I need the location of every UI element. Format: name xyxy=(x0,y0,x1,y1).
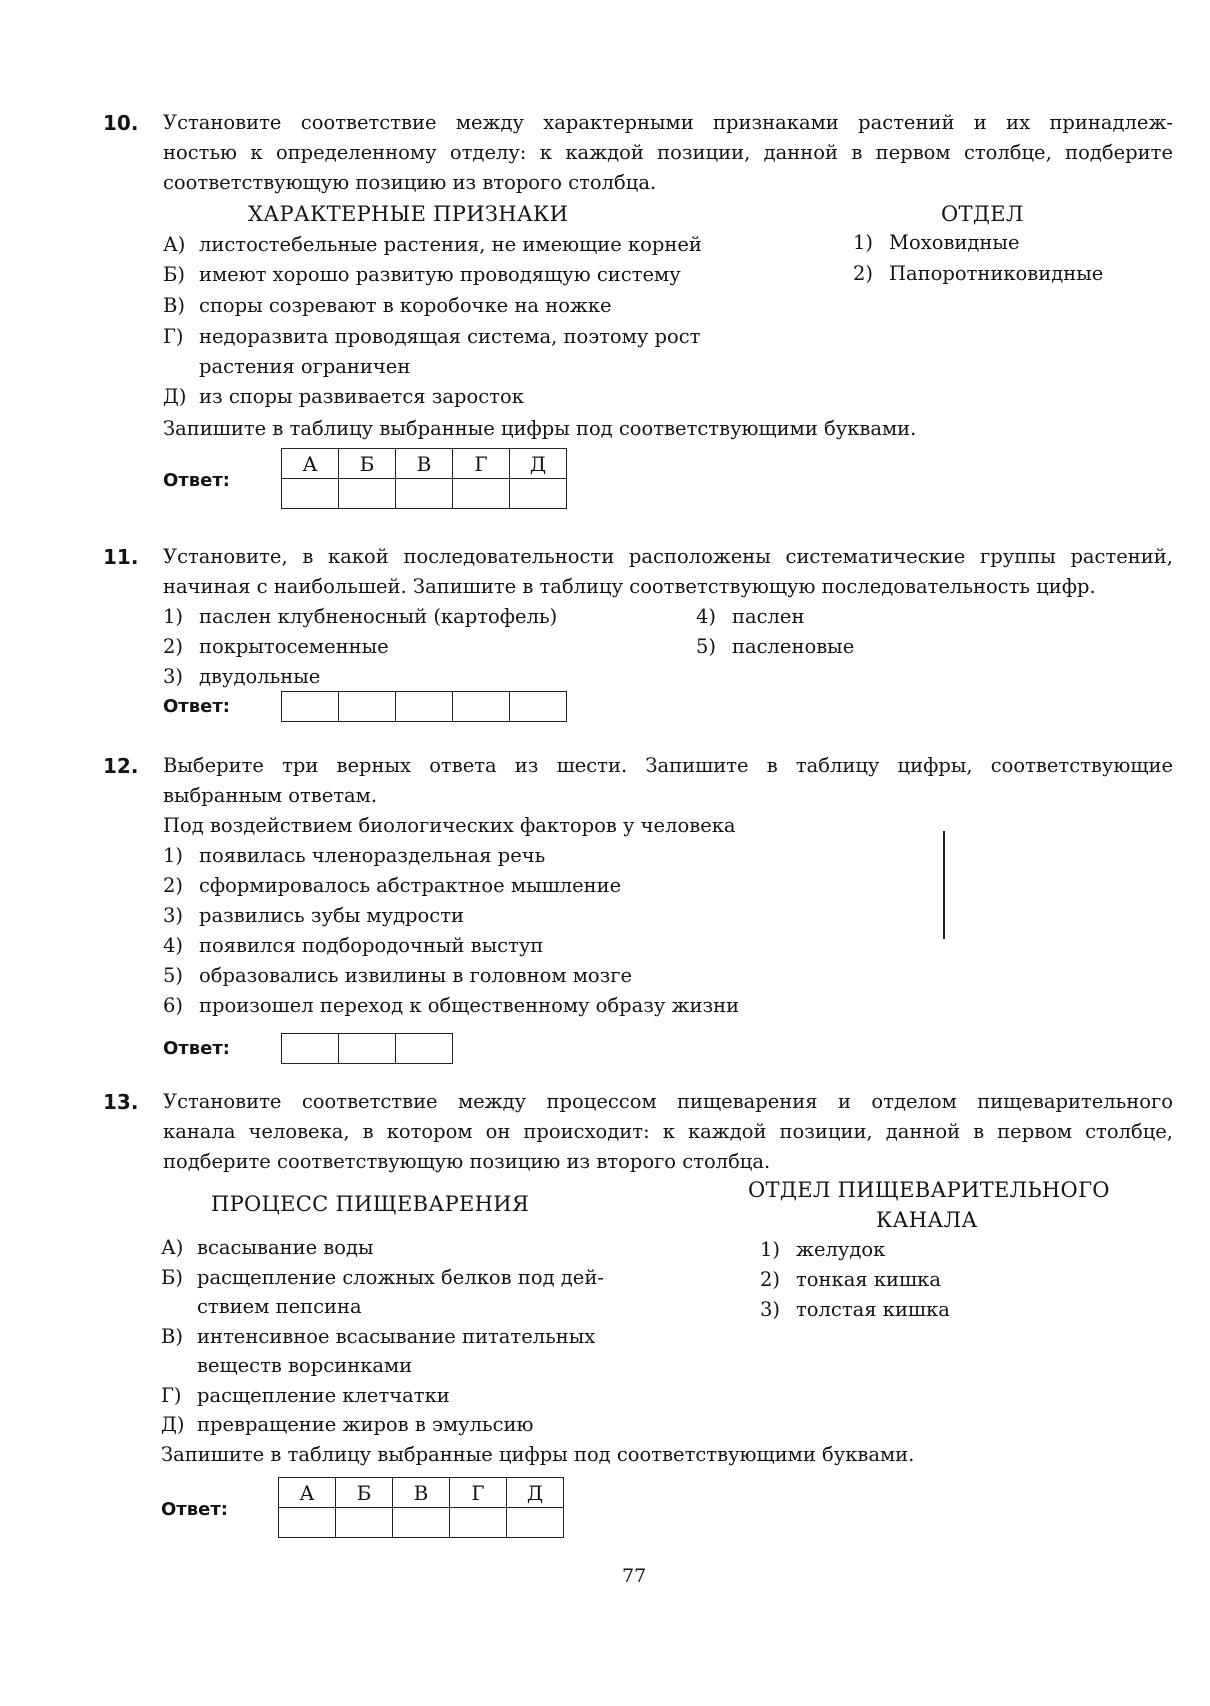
answer-cell[interactable] xyxy=(507,1508,564,1538)
option-item xyxy=(163,230,702,260)
option-text: Папоротниковидные xyxy=(889,262,1104,285)
option-text: появилась членораздельная речь xyxy=(199,844,546,867)
answer-cell[interactable] xyxy=(339,479,396,509)
option-label: Д) xyxy=(163,385,187,408)
option-item xyxy=(163,291,612,321)
option-text: двудольные xyxy=(199,665,321,688)
option-text: недоразвита проводящая система, поэтому рост xyxy=(199,325,701,348)
answer-cell[interactable] xyxy=(453,692,510,722)
option-label: 2) xyxy=(853,262,874,285)
option-item xyxy=(163,322,700,352)
answer-cell[interactable] xyxy=(396,1034,453,1064)
option-item xyxy=(163,260,681,290)
option-text: превращение жиров в эмульсию xyxy=(197,1413,534,1436)
option-label: 1) xyxy=(163,605,184,628)
option-text: образовались извилины в головном мозге xyxy=(199,964,633,987)
answer-cell[interactable] xyxy=(396,692,453,722)
option-item xyxy=(161,1410,533,1440)
option-label: 4) xyxy=(163,934,184,957)
page-number: 77 xyxy=(622,1565,647,1587)
answer-cell[interactable] xyxy=(282,692,339,722)
answer-cell[interactable] xyxy=(510,479,567,509)
option-item xyxy=(760,1235,885,1265)
intro-line: Выберите три верных ответа из шести. Запишите в таблицу цифры, соответствующие xyxy=(163,754,1173,777)
option-item xyxy=(853,228,1019,258)
option-label: 1) xyxy=(760,1238,781,1261)
answer-cell[interactable] xyxy=(393,1508,450,1538)
option-text: расщепление сложных белков под дей- xyxy=(197,1266,604,1289)
option-item xyxy=(853,259,1103,289)
option-item xyxy=(161,1233,374,1263)
answer-label: Ответ: xyxy=(163,470,230,491)
answer-cell[interactable] xyxy=(396,479,453,509)
answer-cell[interactable] xyxy=(453,479,510,509)
option-text: имеют хорошо развитую проводящую систему xyxy=(199,263,681,286)
answer-cell[interactable] xyxy=(450,1508,507,1538)
answer-table xyxy=(278,1477,564,1538)
option-text: развились зубы мудрости xyxy=(199,904,464,927)
option-text: покрытосеменные xyxy=(199,635,389,658)
option-text: расщепление клетчатки xyxy=(197,1384,450,1407)
option-item xyxy=(760,1295,950,1325)
option-item xyxy=(163,901,464,931)
intro-line: Установите соответствие между процессом пищеварения и отделом пищеварительного xyxy=(163,1090,1173,1113)
table-header-cell: В xyxy=(393,1478,450,1508)
intro-line: начиная с наибольшей. Запишите в таблицу соответствующую последовательность цифр. xyxy=(163,575,1096,598)
option-text: Моховидные xyxy=(889,231,1020,254)
question-body xyxy=(163,1087,1173,1177)
option-item xyxy=(163,841,545,871)
option-text: паслен xyxy=(732,605,805,628)
option-text: тонкая кишка xyxy=(796,1268,941,1291)
option-item xyxy=(163,931,543,961)
option-item xyxy=(163,602,557,632)
intro-line: канала человека, в котором он происходит: к каждой позиции, данной в первом столбце, xyxy=(163,1120,1173,1143)
option-item xyxy=(163,991,739,1021)
option-label: 3) xyxy=(163,665,184,688)
option-label: 5) xyxy=(163,964,184,987)
intro-line: ностью к определенному отделу: к каждой позиции, данной в первом столбце, подберите xyxy=(163,141,1173,164)
option-text: интенсивное всасывание питательных xyxy=(197,1325,596,1348)
option-label: Д) xyxy=(161,1413,185,1436)
option-text: произошел переход к общественному образу жизни xyxy=(199,994,740,1017)
option-item xyxy=(161,1292,362,1322)
option-item xyxy=(161,1351,412,1381)
intro-line: выбранным ответам. xyxy=(163,784,378,807)
answer-label: Ответ: xyxy=(163,696,230,717)
answer-cell[interactable] xyxy=(282,1034,339,1064)
answer-label: Ответ: xyxy=(161,1499,228,1520)
right-column-header: ОТДЕЛ xyxy=(941,202,1024,226)
option-label: А) xyxy=(161,1236,184,1259)
question-body xyxy=(163,751,1173,841)
question-body xyxy=(163,542,1173,602)
intro-line: соответствующую позицию из второго столбца. xyxy=(163,171,657,194)
right-column-header: КАНАЛА xyxy=(876,1208,978,1232)
question-number: 11. xyxy=(103,545,139,569)
table-header-cell: Г xyxy=(450,1478,507,1508)
option-item xyxy=(163,662,320,692)
table-header-cell: Б xyxy=(336,1478,393,1508)
option-item xyxy=(161,1263,604,1293)
option-label: 1) xyxy=(163,844,184,867)
option-label: 4) xyxy=(696,605,717,628)
table-header-cell: В xyxy=(396,449,453,479)
answer-table xyxy=(281,691,567,722)
table-header-cell: А xyxy=(282,449,339,479)
question-number: 10. xyxy=(103,111,139,135)
answer-cell[interactable] xyxy=(339,692,396,722)
answer-cell[interactable] xyxy=(510,692,567,722)
option-label: Б) xyxy=(163,263,185,286)
option-label: В) xyxy=(161,1325,183,1348)
option-text: веществ ворсинками xyxy=(197,1354,413,1377)
option-item xyxy=(163,382,524,412)
table-header-cell: Д xyxy=(507,1478,564,1508)
option-text: из споры развивается заросток xyxy=(199,385,524,408)
option-item xyxy=(696,632,854,662)
intro-line: подберите соответствующую позицию из второго столбца. xyxy=(163,1150,771,1173)
option-text: появился подбородочный выступ xyxy=(199,934,544,957)
question-number: 13. xyxy=(103,1090,139,1114)
option-text: всасывание воды xyxy=(197,1236,374,1259)
intro-line: Установите, в какой последовательности расположены систематические группы растений, xyxy=(163,545,1173,568)
option-label: 5) xyxy=(696,635,717,658)
option-label: 2) xyxy=(760,1268,781,1291)
answer-table xyxy=(281,448,567,509)
answer-cell[interactable] xyxy=(339,1034,396,1064)
option-label: А) xyxy=(163,233,186,256)
option-item xyxy=(161,1322,595,1352)
left-column-header: ПРОЦЕСС ПИЩЕВАРЕНИЯ xyxy=(211,1192,530,1216)
option-label: 6) xyxy=(163,994,184,1017)
option-item xyxy=(163,632,389,662)
option-text: ствием пепсина xyxy=(197,1295,362,1318)
option-text: толстая кишка xyxy=(796,1298,950,1321)
option-label: Г) xyxy=(163,325,184,348)
answer-table xyxy=(281,1033,453,1064)
question-stem: Под воздействием биологических факторов у человека xyxy=(163,814,736,837)
option-item xyxy=(696,602,804,632)
option-label: 3) xyxy=(760,1298,781,1321)
margin-mark xyxy=(943,831,945,939)
option-text: споры созревают в коробочке на ножке xyxy=(199,294,612,317)
option-text: пасленовые xyxy=(732,635,855,658)
instruction: Запишите в таблицу выбранные цифры под соответствующими буквами. xyxy=(161,1443,915,1466)
answer-cell[interactable] xyxy=(279,1508,336,1538)
option-label: 3) xyxy=(163,904,184,927)
option-text: паслен клубненосный (картофель) xyxy=(199,605,558,628)
option-item xyxy=(760,1265,941,1295)
option-item xyxy=(163,961,632,991)
option-text: листостебельные растения, не имеющие корней xyxy=(199,233,702,256)
option-item xyxy=(163,871,621,901)
question-number: 12. xyxy=(103,754,139,778)
option-item xyxy=(163,352,410,382)
option-label: В) xyxy=(163,294,185,317)
option-label: Б) xyxy=(161,1266,183,1289)
table-header-cell: А xyxy=(279,1478,336,1508)
option-text: желудок xyxy=(796,1238,886,1261)
left-column-header: ХАРАКТЕРНЫЕ ПРИЗНАКИ xyxy=(248,202,569,226)
instruction: Запишите в таблицу выбранные цифры под соответствующими буквами. xyxy=(163,417,917,440)
table-header-cell: Д xyxy=(510,449,567,479)
answer-cell[interactable] xyxy=(282,479,339,509)
question-body xyxy=(163,108,1173,198)
table-header-cell: Б xyxy=(339,449,396,479)
option-text: сформировалось абстрактное мышление xyxy=(199,874,622,897)
option-label: Г) xyxy=(161,1384,182,1407)
option-item xyxy=(161,1381,450,1411)
answer-cell[interactable] xyxy=(336,1508,393,1538)
option-label: 2) xyxy=(163,635,184,658)
intro-line: Установите соответствие между характерными признаками растений и их принадлеж- xyxy=(163,111,1173,134)
table-header-cell: Г xyxy=(453,449,510,479)
right-column-header: ОТДЕЛ ПИЩЕВАРИТЕЛЬНОГО xyxy=(748,1178,1110,1202)
option-label: 1) xyxy=(853,231,874,254)
option-label: 2) xyxy=(163,874,184,897)
answer-label: Ответ: xyxy=(163,1038,230,1059)
option-text: растения ограничен xyxy=(199,355,411,378)
